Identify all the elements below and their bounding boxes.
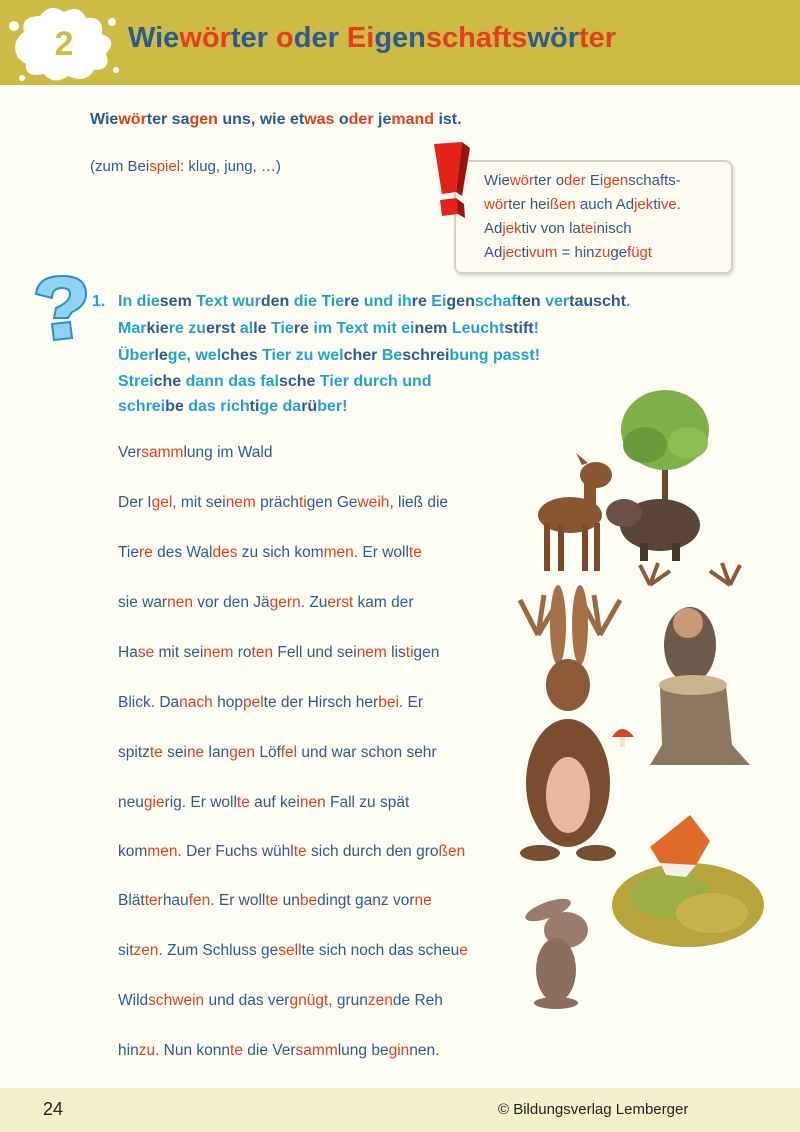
text-segment: Blät — [118, 892, 145, 909]
text-segment: Ad — [484, 244, 503, 261]
text-segment: zu — [138, 1042, 156, 1059]
text-segment: Ei — [585, 172, 604, 189]
text-segment: der — [348, 111, 374, 128]
text-segment: te — [293, 843, 307, 860]
text-segment: gern — [269, 594, 301, 611]
text-segment: fen — [188, 892, 211, 909]
text-segment: , mit sei — [172, 494, 226, 511]
text-segment: wör — [509, 172, 535, 189]
story-line — [118, 594, 414, 612]
chapter-number: 2 — [54, 25, 74, 63]
text-segment: ro — [233, 644, 252, 661]
text-segment: schrei — [402, 347, 450, 364]
text-segment: wör — [179, 22, 231, 54]
copyright-text: © Bildungsverlag Lemberger — [498, 1101, 689, 1118]
text-segment: was — [304, 111, 335, 128]
text-segment: ter — [579, 22, 617, 54]
text-segment: rig. Er woll — [164, 794, 237, 811]
story-line — [118, 794, 409, 812]
story-line — [118, 892, 432, 910]
text-segment: Be — [377, 347, 403, 364]
text-segment: jek — [502, 220, 522, 237]
text-segment: Wie — [90, 111, 119, 128]
text-segment: des Wal — [152, 544, 213, 561]
text-segment: uns, wie et — [217, 111, 305, 128]
text-segment: fel — [280, 744, 298, 761]
text-segment: (zum Bei — [90, 158, 150, 175]
text-segment: nen — [299, 794, 326, 811]
text-segment: zen — [133, 942, 159, 959]
text-segment: nem — [203, 644, 234, 661]
text-segment: Wild — [118, 992, 149, 1009]
text-segment: ve — [660, 196, 677, 213]
text-segment: ter — [230, 22, 277, 54]
text-segment: nem — [356, 644, 387, 661]
example-text — [90, 158, 281, 175]
text-segment: die Ver — [242, 1042, 296, 1059]
text-segment: . Er woll — [210, 892, 266, 909]
text-segment: spiel — [149, 158, 181, 175]
task-number: 1. — [92, 293, 106, 310]
story-line — [118, 942, 468, 960]
text-segment: re zu — [168, 320, 207, 337]
text-segment: un — [278, 892, 300, 909]
text-segment: tiv von la — [521, 220, 581, 237]
text-segment: gnügt — [289, 992, 329, 1009]
story-line — [118, 644, 439, 662]
story-line — [118, 494, 448, 512]
text-segment: im Text mit ei — [308, 320, 415, 337]
text-segment: Tier zu wel — [257, 347, 344, 364]
task-instruction-line — [118, 320, 539, 338]
text-segment: samm — [141, 444, 184, 461]
text-segment: re — [293, 320, 309, 337]
text-segment: zu — [594, 244, 611, 261]
text-segment: le — [253, 320, 267, 337]
story-line — [118, 744, 437, 762]
text-segment: je — [373, 111, 392, 128]
text-segment: bung passt! — [449, 347, 541, 364]
text-segment: erst — [327, 594, 354, 611]
text-segment: präch — [255, 494, 299, 511]
info-line — [484, 172, 681, 189]
text-segment: ver — [540, 293, 570, 310]
text-segment: te der Hirsch her — [263, 694, 379, 711]
text-segment: ber! — [317, 398, 348, 415]
text-segment: kam der — [353, 594, 414, 611]
text-segment: re — [344, 293, 360, 310]
text-segment: nen — [167, 594, 193, 611]
text-segment: al — [235, 320, 254, 337]
text-segment: zen — [367, 992, 393, 1009]
text-segment: sem — [159, 293, 192, 310]
text-segment: schaf — [474, 293, 517, 310]
story-line — [118, 992, 443, 1010]
text-segment: gel — [151, 494, 173, 511]
info-line — [484, 220, 632, 237]
text-segment: , ließ die — [389, 494, 449, 511]
text-segment: neu — [118, 794, 144, 811]
text-segment: ne — [186, 744, 205, 761]
text-segment: hau — [162, 892, 189, 909]
text-segment: dingt ganz vor — [317, 892, 415, 909]
text-segment: de Reh — [392, 992, 443, 1009]
text-segment: ! — [533, 320, 539, 337]
text-segment: sche — [278, 373, 316, 390]
text-segment: , grun — [328, 992, 368, 1009]
text-segment: weih — [357, 494, 390, 511]
text-segment: Strei — [118, 373, 154, 390]
text-segment: schafts — [425, 22, 528, 54]
story-line — [118, 1042, 439, 1060]
text-segment: ge, wel — [167, 347, 222, 364]
text-segment: schrei — [118, 398, 166, 415]
text-segment: ge da — [259, 398, 302, 415]
text-segment: tauscht — [569, 293, 627, 310]
text-segment: lung im Wald — [183, 444, 273, 461]
text-segment: Fell und sei — [273, 644, 357, 661]
text-segment: te — [236, 794, 250, 811]
text-segment: ter — [144, 892, 163, 909]
text-segment: sich durch den gro — [306, 843, 439, 860]
text-segment: rü — [301, 398, 318, 415]
text-segment: nisch — [596, 220, 632, 237]
text-segment: ist. — [434, 111, 462, 128]
text-segment: Ei — [346, 22, 375, 54]
text-segment: der — [564, 172, 586, 189]
text-segment: be — [299, 892, 318, 909]
text-segment: ti — [249, 398, 260, 415]
story-line — [118, 444, 272, 462]
text-segment: . — [676, 196, 681, 213]
text-segment: : klug, jung, …) — [180, 158, 281, 175]
text-segment: des — [212, 544, 238, 561]
text-segment: kom — [118, 843, 148, 860]
text-segment: vor den Jä — [192, 594, 270, 611]
text-segment: mand — [391, 111, 435, 128]
text-segment: Über — [118, 347, 155, 364]
text-segment: Ha — [118, 644, 138, 661]
text-segment: ti — [521, 244, 530, 261]
text-segment: sei — [162, 744, 187, 761]
text-segment: gen Ge — [306, 494, 358, 511]
text-segment: schafts- — [628, 172, 681, 189]
text-segment: nen. — [409, 1042, 440, 1059]
text-segment: Ad — [484, 220, 503, 237]
text-segment: men — [147, 843, 178, 860]
text-segment: gin — [388, 1042, 410, 1059]
text-segment: wör — [118, 111, 147, 128]
info-line — [484, 244, 652, 261]
text-segment: te — [149, 744, 163, 761]
text-segment: che — [153, 373, 182, 390]
text-segment: tei — [580, 220, 597, 237]
text-segment: sie war — [118, 594, 168, 611]
text-segment: re — [411, 293, 427, 310]
text-segment: . Er woll — [353, 544, 409, 561]
info-box — [454, 160, 733, 274]
mushroom-icon — [612, 729, 634, 747]
text-segment: ten — [251, 644, 274, 661]
text-segment: Text wur — [191, 293, 261, 310]
text-segment: Fall zu spät — [325, 794, 410, 811]
text-segment: te sich noch das scheu — [301, 942, 460, 959]
text-segment: ti — [405, 644, 414, 661]
text-segment: die Tie — [289, 293, 345, 310]
text-segment: gen — [229, 744, 256, 761]
text-segment: pel — [242, 694, 264, 711]
text-segment: ti — [653, 196, 661, 213]
text-segment: vum — [529, 244, 558, 261]
text-segment: kie — [146, 320, 169, 337]
text-segment: lan — [204, 744, 230, 761]
text-segment: te — [230, 1042, 243, 1059]
text-segment: ßen — [438, 843, 466, 860]
text-segment: te — [408, 544, 422, 561]
text-segment: . — [626, 293, 631, 310]
paint-splash-icon — [0, 0, 130, 85]
text-segment: ne — [414, 892, 432, 909]
text-segment: re — [138, 544, 153, 561]
text-segment: und war schon sehr — [297, 744, 437, 761]
text-segment: und das ver — [204, 992, 290, 1009]
text-segment: e — [459, 942, 468, 959]
text-segment: auch Ad — [575, 196, 635, 213]
text-segment: Der I — [118, 494, 152, 511]
text-segment: Mar — [118, 320, 147, 337]
task-instruction-line — [118, 347, 540, 365]
text-segment: Löf — [255, 744, 281, 761]
text-segment: stift — [504, 320, 534, 337]
text-segment: o — [334, 111, 349, 128]
story-line — [118, 843, 465, 861]
text-segment: nem — [414, 320, 448, 337]
text-segment: mit sei — [154, 644, 204, 661]
text-segment: cher — [343, 347, 378, 364]
page-number: 24 — [43, 1099, 64, 1119]
text-segment: bei — [378, 694, 399, 711]
text-segment: se — [137, 644, 155, 661]
text-segment: Wie — [484, 172, 510, 189]
text-segment: hin — [118, 1042, 139, 1059]
text-segment: sell — [278, 942, 302, 959]
text-segment: te — [265, 892, 279, 909]
text-segment: . Nun konn — [155, 1042, 231, 1059]
text-segment: samm — [295, 1042, 338, 1059]
tree-stump-icon — [650, 675, 750, 765]
task-instruction-line — [118, 293, 630, 311]
text-segment: ti — [298, 494, 307, 511]
text-segment: gen — [446, 293, 475, 310]
text-segment: nach — [179, 694, 213, 711]
story-line — [118, 694, 423, 712]
text-segment: Ver — [118, 444, 142, 461]
text-segment: ter sa — [146, 111, 190, 128]
text-segment: spitz — [118, 744, 150, 761]
text-segment: ter o — [534, 172, 565, 189]
text-segment: dann das fal — [181, 373, 279, 390]
text-segment: jek — [634, 196, 654, 213]
text-segment: sit — [118, 942, 134, 959]
text-segment: hop — [212, 694, 243, 711]
text-segment: Wie — [128, 22, 180, 54]
text-segment: der — [293, 22, 347, 54]
question-mark-icon — [30, 274, 92, 344]
text-segment: erst — [206, 320, 236, 337]
deer-icon — [538, 453, 612, 571]
text-segment: gen — [413, 644, 440, 661]
text-segment: Tie — [266, 320, 294, 337]
boar-icon — [606, 499, 700, 561]
info-line — [484, 196, 681, 213]
text-segment: ßen — [549, 196, 576, 213]
text-segment: . Der Fuchs wühl — [177, 843, 294, 860]
text-segment: be — [165, 398, 184, 415]
text-segment: Ei — [426, 293, 447, 310]
rabbit-icon — [523, 894, 588, 1009]
text-segment: . Zu — [300, 594, 328, 611]
text-segment: men — [323, 544, 354, 561]
text-segment: . Zum Schluss ge — [158, 942, 279, 959]
text-segment: ter hei — [508, 196, 550, 213]
text-segment: gen — [189, 111, 218, 128]
text-segment: lis — [386, 644, 406, 661]
text-segment: Tier durch und — [315, 373, 432, 390]
hare-with-antlers-icon — [520, 585, 620, 861]
text-segment: . Er — [398, 694, 424, 711]
text-segment: gie — [143, 794, 165, 811]
page-title — [128, 22, 616, 55]
text-segment: wör — [484, 196, 509, 213]
text-segment: nem — [225, 494, 256, 511]
text-segment: wör — [527, 22, 579, 54]
story-line — [118, 544, 422, 562]
text-segment: Leucht — [447, 320, 505, 337]
text-segment: den — [260, 293, 290, 310]
leaf-pile-icon — [612, 863, 764, 947]
text-segment: = hin — [557, 244, 595, 261]
intro-sentence — [90, 111, 462, 129]
task-instruction-line — [118, 373, 432, 391]
text-segment: fügt — [627, 244, 653, 261]
text-segment: das rich — [183, 398, 250, 415]
text-segment: ten — [516, 293, 541, 310]
text-segment: o — [276, 22, 294, 54]
text-segment: ches — [221, 347, 258, 364]
text-segment: ge — [610, 244, 628, 261]
text-segment: Tie — [118, 544, 139, 561]
text-segment: In die — [118, 293, 160, 310]
text-segment: gen — [603, 172, 629, 189]
text-segment: lung be — [337, 1042, 389, 1059]
exclamation-icon — [428, 140, 474, 220]
text-segment: le — [154, 347, 168, 364]
text-segment: und ih — [359, 293, 412, 310]
hedgehog-icon — [640, 563, 740, 683]
text-segment: schwein — [148, 992, 205, 1009]
text-segment: jec — [502, 244, 522, 261]
text-segment: Blick. Da — [118, 694, 180, 711]
text-segment: zu sich kom — [237, 544, 324, 561]
text-segment: gen — [374, 22, 426, 54]
task-instruction-line — [118, 398, 347, 416]
forest-animals-illustration — [500, 385, 800, 1025]
text-segment: auf kei — [249, 794, 300, 811]
